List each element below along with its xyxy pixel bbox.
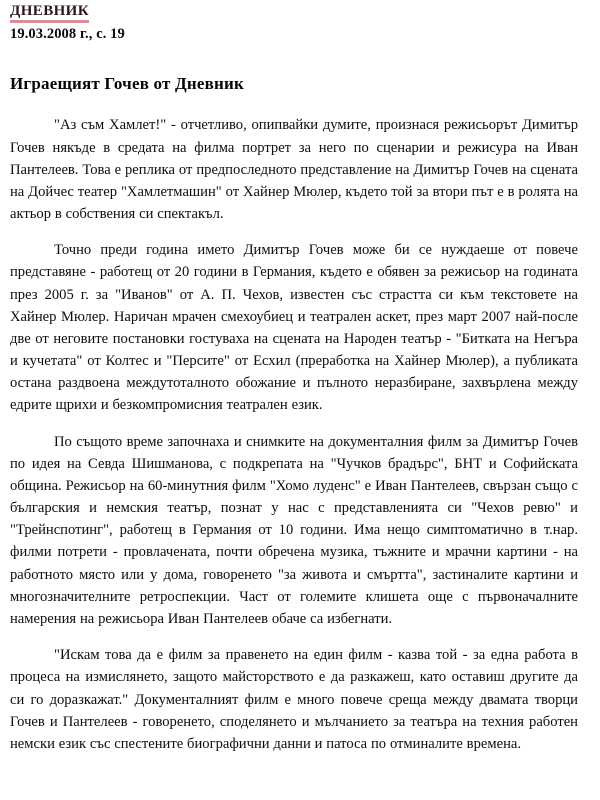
article-paragraph: "Аз съм Хамлет!" - отчетливо, опипвайки думите, произнася режисьорът Димитър Гочев някъде в средата на филма портрет за него по сценарии и режисура на Иван Пантелеев. Това е реплика от предпоследното представление на Димитър Гочев на сцената на Дойчес театер "Хамлетмашин" от Хайнер Мюлер, където той за втори път е в ролята на актьор в собствения си спектакъл. bbox=[10, 117, 578, 223]
article-title: Играещият Гочев от Дневник bbox=[10, 74, 245, 94]
article-paragraph: Точно преди година името Димитър Гочев може би се нуждаеше от повече представяне - работещ от 20 години в Германия, където е обявен за режисьор на годината през 2005 г. за "Иванов" от А. П. Чехов, известен със страстта си към текстовете на Хайнер Мюлер. Наричан мрачен смехоубиец и театрален аскет, през март 2007 най-после две от неговите постановки гостуваха на сцената на Народен театър - "Битката на Негъра и кучетата" от Колтес и "Персите" от Есхил (преработка на Хайнер Мюлер), а публиката остана раздвоена междутоталното обожание и пълното неразбиране, захвърлена между едрите щрихи и безкомпромисния театрален език. bbox=[10, 242, 578, 414]
article-paragraph: "Искам това да е филм за правенето на един филм - казва той - за една работа в процеса на измислянето, защото майсторството е да разкажеш, като оставиш другите да си го доразкажат." Документалният филм е много повече среща между двамата творци Гочев и Пантелеев - говоренето, споделянето и мълчанието за театъра на техния работен немски език със спестените биографични данни и патоса по отминалите времена. bbox=[10, 647, 578, 752]
article-paragraph: По същото време започнаха и снимките на документалния филм за Димитър Гочев по идея на Севда Шишманова, с подкрепата на "Чучков брадърс", БНТ и Софийската община. Режисьор на 60-минутния филм "Хомо луденс" е Иван Пантелеев, свързан също с българския и немския театър, познат у нас с представленията си "Чехов ревю" и "Трейнспотинг", работещ в Германия от 10 години. Има нещо симптоматично в т.нар. филми потрети - провлачената, почти обречена музика, тъжните и мрачни картини - на работното място или у дома, говоренето "за живота и смъртта", застиналите картини и многозначителните ретроспекции. Част от големите клишета още с първоначалните намерения на режисьора Иван Пантелеев обаче са избегнати. bbox=[10, 433, 578, 627]
publication-date-line: 19.03.2008 г., с. 19 bbox=[10, 25, 125, 42]
masthead bbox=[10, 0, 578, 43]
publication-name: ДНЕВНИК bbox=[10, 4, 89, 23]
article-body bbox=[10, 114, 578, 755]
